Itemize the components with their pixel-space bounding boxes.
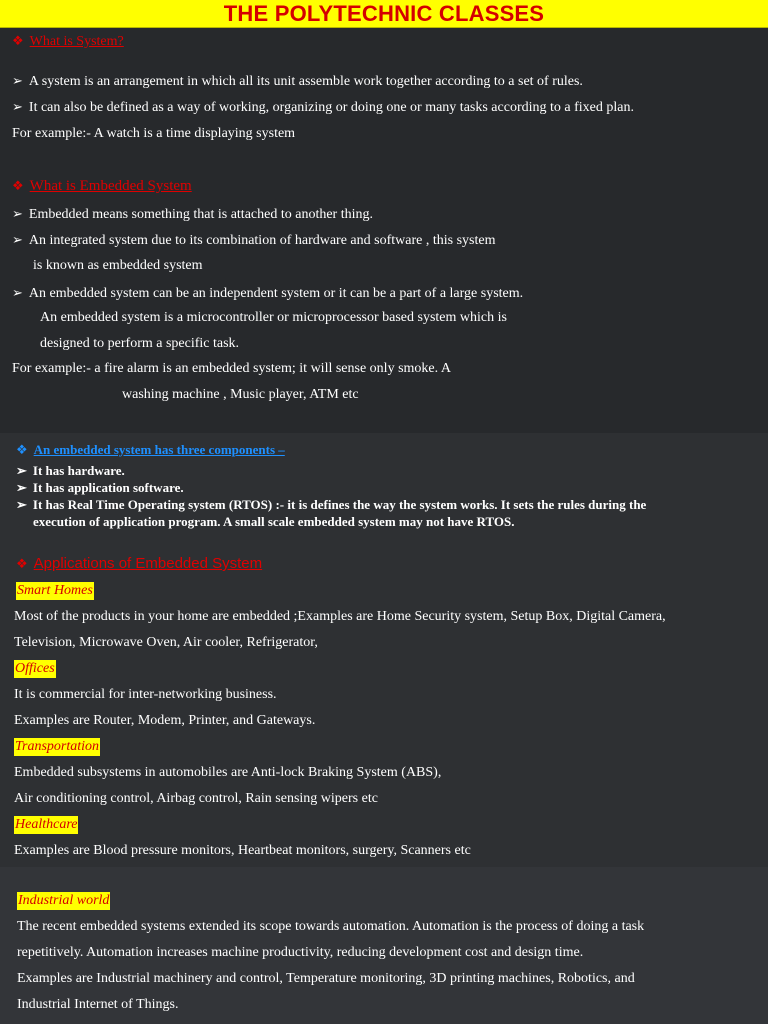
transportation-line-1: Embedded subsystems in automobiles are Anti-lock Braking System (ABS), <box>14 765 442 780</box>
applications-heading: ❖ Applications of Embedded System <box>16 555 263 572</box>
embedded-bullet-2: ➢ An integrated system due to its combination of hardware and software , this system <box>12 231 495 250</box>
embedded-paragraph-1: An embedded system is a microcontroller or microprocessor based system which is <box>40 310 507 325</box>
healthcare-line-1: Examples are Blood pressure monitors, Heartbeat monitors, surgery, Scanners etc <box>14 843 471 858</box>
tag-healthcare: Healthcare <box>15 817 78 832</box>
embedded-heading: ❖ What is Embedded System <box>12 178 192 194</box>
diamond-bullet-icon: ❖ <box>16 556 28 571</box>
components-bullet-3-cont: execution of application program. A small scale embedded system may not have RTOS. <box>33 514 515 529</box>
embedded-paragraph-2: designed to perform a specific task. <box>40 336 240 351</box>
industrial-line-4: Industrial Internet of Things. <box>17 997 179 1012</box>
system-example: For example:- A watch is a time displaying system <box>12 126 296 141</box>
offices-line-1: It is commercial for inter-networking business. <box>14 687 277 702</box>
embedded-bullet-3: ➢ An embedded system can be an independent system or it can be a part of a large system. <box>12 284 523 303</box>
industrial-line-2: repetitively. Automation increases machine productivity, reducing development cost and design time. <box>17 945 584 960</box>
tag-industrial-world: Industrial world <box>18 893 110 908</box>
tag-offices: Offices <box>15 661 55 676</box>
embedded-example-1: For example:- a fire alarm is an embedded system; it will sense only smoke. A <box>12 361 451 376</box>
transportation-line-2: Air conditioning control, Airbag control, Rain sensing wipers etc <box>14 791 378 806</box>
embedded-bullet-2-cont: is known as embedded system <box>33 258 203 273</box>
components-bullet-1: ➢ It has hardware. <box>16 462 125 480</box>
smart-homes-line-2: Television, Microwave Oven, Air cooler, Refrigerator, <box>14 635 318 650</box>
diamond-bullet-icon: ❖ <box>12 178 24 193</box>
smart-homes-line-1: Most of the products in your home are embedded ;Examples are Home Security system, Setup Box, Digital Camera, <box>14 609 666 624</box>
embedded-example-2: washing machine , Music player, ATM etc <box>122 387 359 402</box>
components-heading: ❖ An embedded system has three components – <box>16 442 285 457</box>
offices-line-2: Examples are Router, Modem, Printer, and Gateways. <box>14 713 316 728</box>
industrial-line-3: Examples are Industrial machinery and control, Temperature monitoring, 3D printing machines, Robotics, and <box>17 971 635 986</box>
page-title: THE POLYTECHNIC CLASSES <box>223 1 545 26</box>
components-bullet-3: ➢ It has Real Time Operating system (RTOS) :- it is defines the way the system works. It sets the rules during the <box>16 496 646 514</box>
title-banner <box>0 0 768 28</box>
system-bullet-2: ➢ It can also be defined as a way of working, organizing or doing one or many tasks according to a fixed plan. <box>12 98 634 117</box>
system-bullet-1: ➢ A system is an arrangement in which all its unit assemble work together according to a set of rules. <box>12 72 583 91</box>
industrial-line-1: The recent embedded systems extended its scope towards automation. Automation is the process of doing a task <box>17 919 645 934</box>
system-heading: ❖ What is System? <box>12 33 124 49</box>
diamond-bullet-icon: ❖ <box>12 33 24 48</box>
diamond-bullet-icon: ❖ <box>16 442 28 457</box>
embedded-bullet-1: ➢ Embedded means something that is attached to another thing. <box>12 205 373 224</box>
components-bullet-2: ➢ It has application software. <box>16 479 184 497</box>
tag-transportation: Transportation <box>15 739 100 754</box>
tag-smart-homes: Smart Homes <box>17 583 93 598</box>
